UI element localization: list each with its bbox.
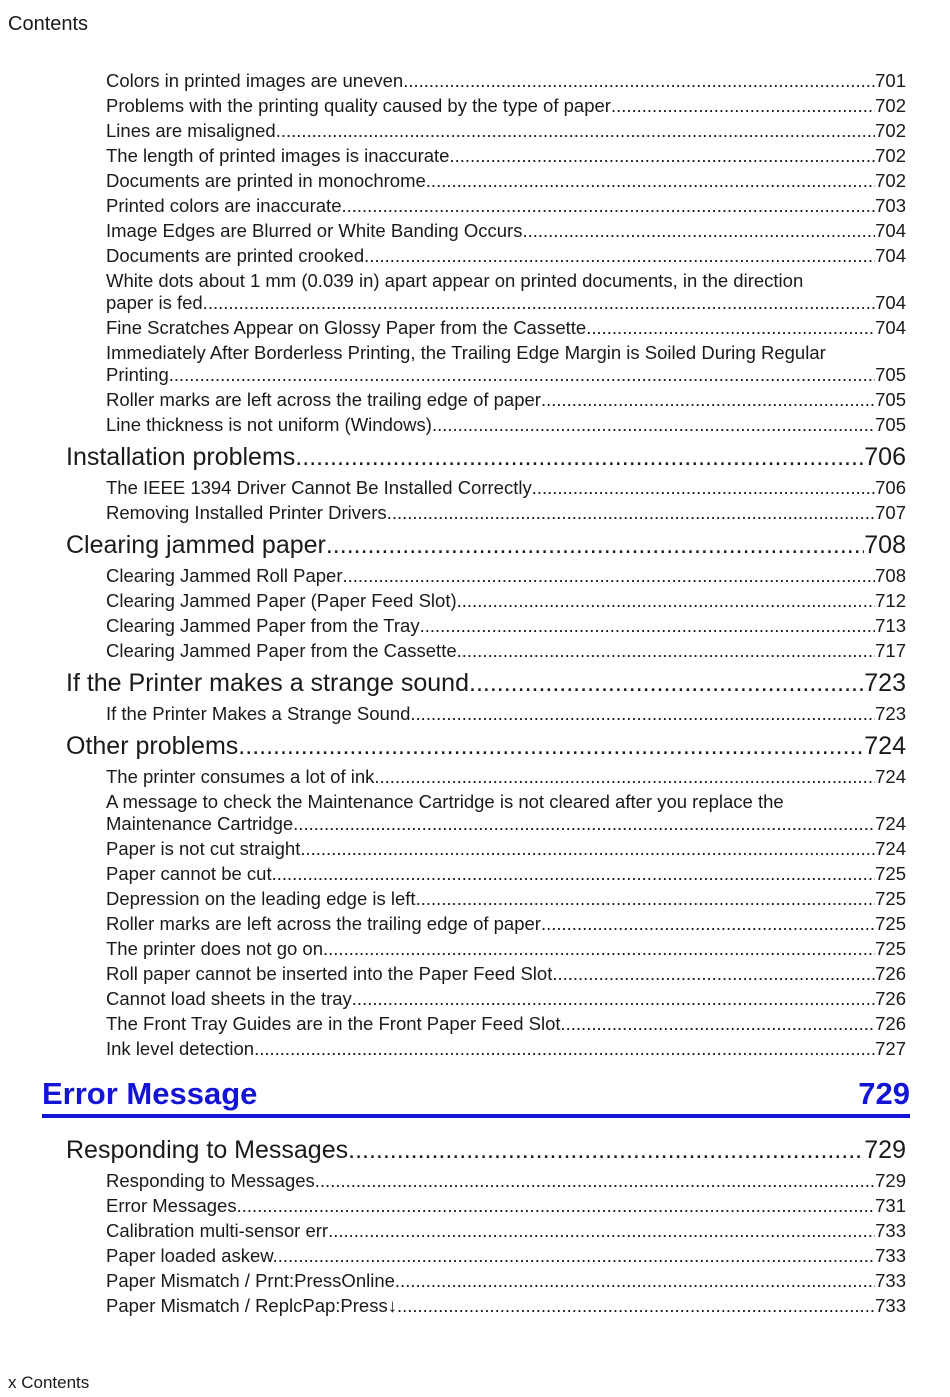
toc-entry-page: 733: [875, 1269, 906, 1291]
toc-entry-title: Paper loaded askew.: [106, 1244, 278, 1266]
toc-entry-page: 707: [875, 501, 906, 523]
toc-entry-page: 705: [875, 413, 906, 435]
dot-leader: [426, 170, 875, 192]
dot-leader: [410, 703, 875, 725]
toc-entry-page: 726: [875, 987, 906, 1009]
toc-entry-title: The printer consumes a lot of ink: [106, 765, 375, 787]
toc-entry-page: 723: [875, 702, 906, 724]
toc-entry-page: 705: [875, 363, 906, 385]
toc-entry-title: The IEEE 1394 Driver Cannot Be Installed Correctly: [106, 476, 532, 498]
toc-section-other-problems[interactable]: [66, 726, 906, 764]
toc-section-title: If the Printer makes a strange sound: [66, 669, 469, 697]
toc-entry-title-continued: paper is fed.: [106, 291, 208, 313]
toc-entry-page: 725: [875, 887, 906, 909]
dot-leader: [586, 317, 875, 339]
toc-section-strange-sound[interactable]: [66, 663, 906, 701]
toc-entry[interactable]: [106, 701, 906, 726]
dot-leader: [237, 1195, 876, 1217]
toc-entry-title: Roll paper cannot be inserted into the Paper Feed Slot: [106, 962, 553, 984]
toc-section-clearing-jammed-paper[interactable]: [66, 525, 906, 563]
toc-entry[interactable]: [106, 1193, 906, 1218]
dot-leader: [276, 120, 875, 142]
toc-entry[interactable]: [106, 93, 906, 118]
toc-entry-page: 704: [875, 316, 906, 338]
toc-section-title: Clearing jammed paper: [66, 531, 326, 559]
dot-leader: [457, 640, 876, 662]
dot-leader: [532, 477, 875, 499]
toc-entry-page: 724: [875, 837, 906, 859]
toc-entry[interactable]: [106, 936, 906, 961]
dot-leader: [364, 245, 875, 267]
toc-entry-page: 726: [875, 962, 906, 984]
toc-entry-page: 725: [875, 862, 906, 884]
toc-entry-page: 717: [875, 639, 906, 661]
dot-leader: [272, 863, 876, 885]
toc-section-page: 706: [864, 443, 906, 471]
toc-entry[interactable]: [106, 986, 906, 1011]
toc-entry-title: Colors in printed images are uneven: [106, 69, 404, 91]
toc-section-page: 729: [864, 1136, 906, 1164]
toc-entry[interactable]: [106, 387, 906, 412]
toc-entry-page: 704: [875, 219, 906, 241]
toc-entry-page: 725: [875, 937, 906, 959]
dot-leader: [343, 565, 876, 587]
dot-leader: [169, 364, 875, 386]
toc-entry-title: Cannot load sheets in the tray: [106, 987, 352, 1009]
toc-entry-page: 727: [875, 1037, 906, 1059]
toc-entry[interactable]: [106, 68, 906, 93]
dot-leader: [541, 913, 875, 935]
toc-entry-title: The Front Tray Guides are in the Front Paper Feed Slot.: [106, 1012, 566, 1034]
toc-entry-page: 704: [875, 291, 906, 313]
dot-leader: [341, 195, 875, 217]
toc-section-title: Responding to Messages: [66, 1136, 349, 1164]
toc-entry[interactable]: [106, 243, 906, 268]
dot-leader: [238, 731, 864, 761]
toc-entry-title: If the Printer Makes a Strange Sound: [106, 702, 411, 724]
toc-entry-title: The length of printed images is inaccurate: [106, 144, 450, 166]
toc-entry-page: 731: [875, 1194, 906, 1216]
toc-entry-page: 705: [875, 388, 906, 410]
toc-entry-title: Responding to Messages: [106, 1169, 315, 1191]
toc-entry-title-continued: Maintenance Cartridge: [106, 812, 294, 834]
toc-entry[interactable]: [106, 315, 906, 340]
toc-entry-title: Image Edges are Blurred or White Banding Occurs: [106, 219, 523, 241]
dot-leader: [469, 668, 864, 698]
toc-section-page: 724: [864, 732, 906, 760]
toc-entry-page: 702: [875, 144, 906, 166]
toc-entry-title-continued: Printing: [106, 363, 169, 385]
toc-chapter-error-message[interactable]: [42, 1075, 910, 1118]
dot-leader: [326, 530, 864, 560]
toc-entry-title: Clearing Jammed Paper from the Cassette: [106, 639, 457, 661]
toc-entry-title: Printed colors are inaccurate: [106, 194, 342, 216]
toc-entry-title: Paper Mismatch / ReplcPap:Press↓: [106, 1294, 397, 1316]
dot-leader: [416, 888, 876, 910]
toc-entry-title: White dots about 1 mm (0.039 in) apart appear on printed documents, in the direction: [106, 269, 804, 291]
toc-entry[interactable]: [106, 500, 906, 525]
toc-section-page: 708: [864, 531, 906, 559]
chapter-title: Error Message: [42, 1076, 258, 1111]
toc-entry[interactable]: [106, 861, 906, 886]
dot-leader: [352, 988, 875, 1010]
toc-entry[interactable]: [106, 193, 906, 218]
toc-entry-title: Calibration multi-sensor err: [106, 1219, 329, 1241]
table-of-contents: [0, 68, 950, 1318]
toc-entry-title: Clearing Jammed Roll Paper: [106, 564, 343, 586]
dot-leader: [552, 963, 875, 985]
dot-leader: [295, 442, 864, 472]
toc-entry-title: Documents are printed in monochrome: [106, 169, 426, 191]
dot-leader: [328, 1220, 875, 1242]
toc-entry[interactable]: [106, 638, 906, 663]
toc-entry-title: Roller marks are left across the trailing edge of paper: [106, 912, 541, 934]
dot-leader: [395, 1270, 875, 1292]
dot-leader: [397, 1295, 875, 1317]
toc-entry-page: 724: [875, 765, 906, 787]
toc-entry-page: 702: [875, 119, 906, 141]
dot-leader: [323, 938, 875, 960]
toc-section-installation-problems[interactable]: [66, 437, 906, 475]
dot-leader: [315, 1170, 875, 1192]
toc-section-title: Other problems: [66, 732, 239, 760]
toc-entry[interactable]: [106, 764, 906, 789]
toc-entry-page: 713: [875, 614, 906, 636]
toc-entry-title: Line thickness is not uniform (Windows): [106, 413, 432, 435]
dot-leader: [278, 1245, 875, 1267]
toc-entry-page: 733: [875, 1294, 906, 1316]
toc-entry[interactable]: [106, 1036, 906, 1061]
toc-entry[interactable]: [106, 911, 906, 936]
toc-entry-title: Paper is not cut straight: [106, 837, 301, 859]
toc-entry[interactable]: [106, 563, 906, 588]
toc-entry-title: Roller marks are left across the trailing edge of paper: [106, 388, 541, 410]
toc-entry[interactable]: [106, 886, 906, 911]
dot-leader: [522, 220, 875, 242]
toc-entry[interactable]: [106, 268, 906, 315]
toc-entry-page: 724: [875, 812, 906, 834]
toc-entry[interactable]: [106, 1168, 906, 1193]
dot-leader: [420, 615, 876, 637]
dot-leader: [208, 292, 875, 314]
toc-entry[interactable]: [106, 613, 906, 638]
toc-entry-page: 704: [875, 244, 906, 266]
dot-leader: [449, 145, 875, 167]
toc-entry-title: Ink level detection: [106, 1037, 255, 1059]
toc-entry[interactable]: [106, 143, 906, 168]
toc-entry[interactable]: [106, 961, 906, 986]
toc-section-responding-to-messages[interactable]: [66, 1130, 906, 1168]
toc-entry[interactable]: [106, 1293, 906, 1318]
toc-entry-page: 726: [875, 1012, 906, 1034]
chapter-page: 729: [858, 1076, 910, 1111]
toc-entry-title: Paper Mismatch / Prnt:PressOnline: [106, 1269, 395, 1291]
toc-section-title: Installation problems: [66, 443, 296, 471]
dot-leader: [611, 95, 875, 117]
dot-leader: [541, 389, 875, 411]
toc-entry[interactable]: [106, 168, 906, 193]
toc-entry-page: 733: [875, 1219, 906, 1241]
toc-entry[interactable]: [106, 789, 906, 836]
toc-entry[interactable]: [106, 588, 906, 613]
dot-leader: [293, 813, 875, 835]
toc-entry-title: Paper cannot be cut: [106, 862, 272, 884]
toc-entry-title: The printer does not go on: [106, 937, 324, 959]
toc-entry-title: Documents are printed crooked: [106, 244, 365, 266]
toc-entry-title: Clearing Jammed Paper (Paper Feed Slot): [106, 589, 457, 611]
toc-entry-title: Removing Installed Printer Drivers: [106, 501, 387, 523]
toc-entry-page: 725: [875, 912, 906, 934]
toc-entry[interactable]: [106, 1218, 906, 1243]
toc-entry-title: Problems with the printing quality caused by the type of paper: [106, 94, 611, 116]
dot-leader: [374, 766, 875, 788]
toc-entry-title: Immediately After Borderless Printing, the Trailing Edge Margin is Soiled During Regular: [106, 341, 826, 363]
toc-entry-page: 733: [875, 1244, 906, 1266]
toc-section-page: 723: [864, 669, 906, 697]
toc-entry-title: Lines are misaligned: [106, 119, 276, 141]
toc-entry[interactable]: [106, 218, 906, 243]
toc-entry-page: 706: [875, 476, 906, 498]
toc-entry-title: Depression on the leading edge is left: [106, 887, 416, 909]
toc-entry[interactable]: [106, 1268, 906, 1293]
dot-leader: [457, 590, 875, 612]
dot-leader: [300, 838, 875, 860]
dot-leader: [254, 1038, 875, 1060]
dot-leader: [432, 414, 875, 436]
toc-entry-title: Error Messages: [106, 1194, 237, 1216]
toc-entry[interactable]: [106, 1011, 906, 1036]
toc-entry-page: 703: [875, 194, 906, 216]
running-header: Contents: [8, 13, 89, 35]
toc-entry[interactable]: [106, 412, 906, 437]
toc-entry-page: 712: [875, 589, 906, 611]
dot-leader: [348, 1135, 864, 1165]
dot-leader: [387, 502, 875, 524]
toc-entry[interactable]: [106, 475, 906, 500]
toc-entry-page: 702: [875, 169, 906, 191]
toc-entry-page: 729: [875, 1169, 906, 1191]
spacer: [0, 1118, 950, 1130]
toc-entry-title: A message to check the Maintenance Cartridge is not cleared after you replace the: [106, 790, 784, 812]
dot-leader: [566, 1013, 875, 1035]
toc-entry[interactable]: [106, 118, 906, 143]
toc-entry-page: 708: [875, 564, 906, 586]
toc-entry-page: 701: [875, 69, 906, 91]
toc-entry[interactable]: [106, 340, 906, 387]
dot-leader: [403, 70, 875, 92]
toc-entry-title: Fine Scratches Appear on Glossy Paper from the Cassette: [106, 316, 587, 338]
toc-entry[interactable]: [106, 836, 906, 861]
page-footer: x Contents: [8, 1373, 90, 1392]
toc-entry[interactable]: [106, 1243, 906, 1268]
toc-entry-title: Clearing Jammed Paper from the Tray: [106, 614, 420, 636]
toc-entry-page: 702: [875, 94, 906, 116]
